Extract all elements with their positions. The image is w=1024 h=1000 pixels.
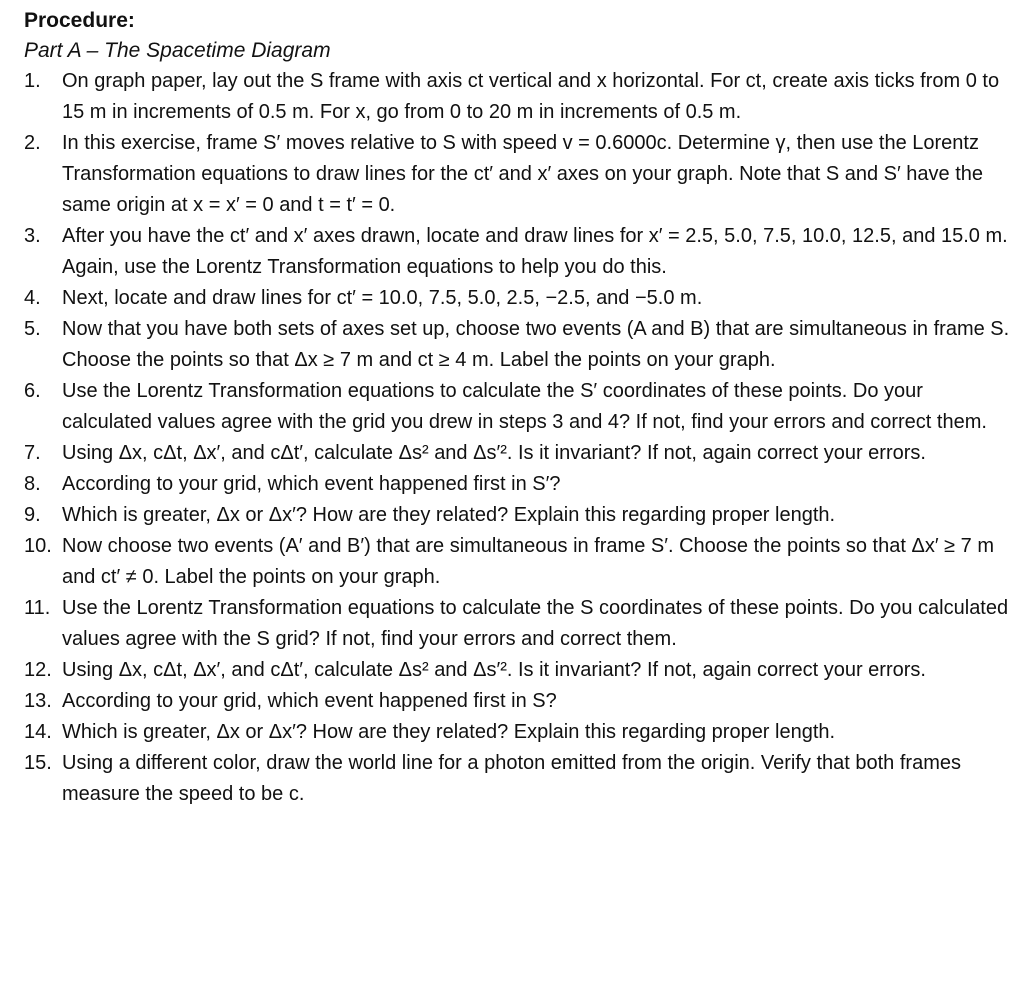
step-item-14 — [24, 717, 1016, 748]
step-text: According to your grid, which event happened first in S′? — [62, 473, 561, 495]
step-text: Using Δx, cΔt, Δx′, and cΔt′, calculate Δs² and Δs′². Is it invariant? If not, again correct your errors. — [62, 442, 926, 464]
step-text: Use the Lorentz Transformation equations to calculate the S coordinates of these points. Do you calculated values agree with the S grid? If not, find your errors and correct them. — [62, 597, 1009, 650]
step-item-13 — [24, 686, 1016, 717]
part-a-subheading: Part A – The Spacetime Diagram — [24, 39, 331, 62]
step-number: 11. — [24, 597, 51, 619]
step-text: In this exercise, frame S′ moves relative to S with speed v = 0.6000c. Determine γ, then use the Lorentz Transformation equations to draw lines for the ct′ and x′ axes on your graph. Note that S and S′ have the same origin at x = x′ = 0 and t = t′ = 0. — [62, 132, 984, 216]
step-item-15 — [24, 748, 1016, 810]
step-text: Now that you have both sets of axes set up, choose two events (A and B) that are simultaneous in frame S. Choose the points so that Δx ≥ 7 m and ct ≥ 4 m. Label the points on your graph. — [62, 318, 1010, 371]
step-item-10 — [24, 531, 1016, 593]
step-item-4 — [24, 283, 1016, 314]
step-text: According to your grid, which event happened first in S? — [62, 690, 557, 712]
step-number: 2. — [24, 132, 41, 154]
step-item-7 — [24, 438, 1016, 469]
step-item-1 — [24, 66, 1016, 128]
step-item-6 — [24, 376, 1016, 438]
step-number: 5. — [24, 318, 41, 340]
step-item-12 — [24, 655, 1016, 686]
step-number: 4. — [24, 287, 41, 309]
step-number: 7. — [24, 442, 41, 464]
procedure-heading: Procedure: — [24, 9, 135, 32]
step-text: Which is greater, Δx or Δx′? How are they related? Explain this regarding proper length. — [62, 504, 836, 526]
step-number: 1. — [24, 70, 41, 92]
step-text: Use the Lorentz Transformation equations to calculate the S′ coordinates of these points. Do your calculated values agree with the grid you drew in steps 3 and 4? If not, find your errors and correct them. — [62, 380, 987, 433]
step-number: 13. — [24, 690, 52, 712]
step-item-9 — [24, 500, 1016, 531]
step-number: 9. — [24, 504, 41, 526]
step-text: Which is greater, Δx or Δx′? How are they related? Explain this regarding proper length. — [62, 721, 836, 743]
step-item-3 — [24, 221, 1016, 283]
step-text: Using a different color, draw the world line for a photon emitted from the origin. Verify that both frames measure the speed to be c. — [62, 752, 961, 805]
step-number: 15. — [24, 752, 52, 774]
step-number: 3. — [24, 225, 41, 247]
step-item-5 — [24, 314, 1016, 376]
step-number: 12. — [24, 659, 52, 681]
step-text: Now choose two events (A′ and B′) that are simultaneous in frame S′. Choose the points so that Δx′ ≥ 7 m and ct′ ≠ 0. Label the points on your graph. — [62, 535, 995, 588]
step-item-8 — [24, 469, 1016, 500]
step-text: On graph paper, lay out the S frame with axis ct vertical and x horizontal. For ct, create axis ticks from 0 to 15 m in increments of 0.5 m. For x, go from 0 to 20 m in increments of 0.5 m. — [62, 70, 1000, 123]
step-text: Using Δx, cΔt, Δx′, and cΔt′, calculate Δs² and Δs′². Is it invariant? If not, again correct your errors. — [62, 659, 926, 681]
step-number: 8. — [24, 473, 41, 495]
procedure-steps-list — [24, 66, 1016, 810]
step-item-2 — [24, 128, 1016, 221]
step-item-11 — [24, 593, 1016, 655]
step-number: 14. — [24, 721, 52, 743]
step-text: After you have the ct′ and x′ axes drawn, locate and draw lines for x′ = 2.5, 5.0, 7.5, 10.0, 12.5, and 15.0 m. Again, use the Lorentz Transformation equations to help you do this. — [62, 225, 1008, 278]
step-number: 6. — [24, 380, 41, 402]
step-text: Next, locate and draw lines for ct′ = 10.0, 7.5, 5.0, 2.5, −2.5, and −5.0 m. — [62, 287, 703, 309]
step-number: 10. — [24, 535, 52, 557]
